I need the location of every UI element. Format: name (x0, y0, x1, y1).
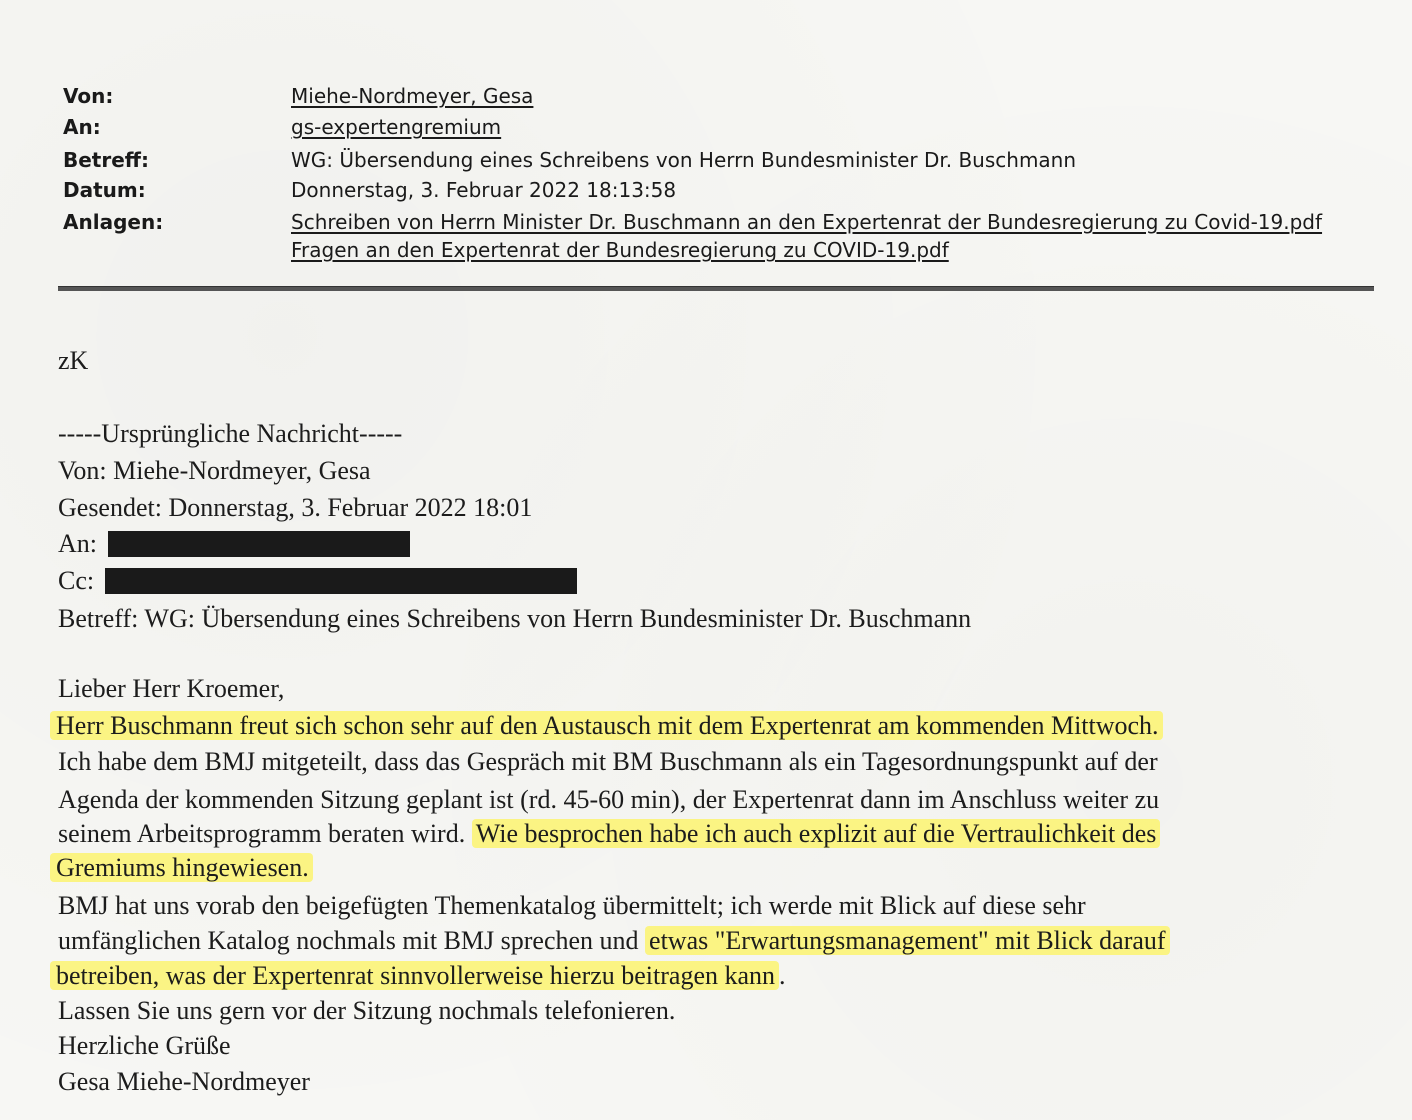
original-cc-label: Cc: (58, 566, 95, 595)
to-value[interactable]: gs-expertengremium (291, 115, 502, 139)
redacted-recipient (108, 531, 410, 557)
highlight-line-1: Herr Buschmann freut sich schon sehr auf den Austausch mit dem Expertenrat am kommenden Mittwoch. (50, 711, 1163, 740)
highlight-line-5: Gremiums hingewiesen. (50, 853, 313, 882)
body-line-2: Ich habe dem BMJ mitgeteilt, dass das Gespräch mit BM Buschmann als ein Tagesordnungspunkt auf der (58, 747, 1158, 776)
original-subject: Betreff: WG: Übersendung eines Schreibens von Herrn Bundesminister Dr. Buschmann (58, 604, 972, 633)
closing: Herzliche Grüße (58, 1031, 231, 1060)
header-divider (58, 286, 1374, 291)
attachments-label: Anlagen: (63, 210, 164, 234)
body-line-9: Lassen Sie uns gern vor der Sitzung nochmals telefonieren. (58, 996, 676, 1025)
date-value: Donnerstag, 3. Februar 2022 18:13:58 (291, 178, 677, 202)
body-line-7-plain: umfänglichen Katalog nochmals mit BMJ sprechen und (58, 926, 646, 955)
subject-value: WG: Übersendung eines Schreibens von Herrn Bundesminister Dr. Buschmann (291, 148, 1077, 172)
attachment-link-2[interactable]: Fragen an den Expertenrat der Bundesregierung zu COVID-19.pdf (291, 238, 949, 262)
body-line-4 (58, 818, 1160, 850)
date-label: Datum: (63, 178, 146, 202)
body-line-7 (58, 925, 1170, 957)
highlight-line-4: Wie besprochen habe ich auch explizit auf die Vertraulichkeit des (472, 819, 1161, 848)
body-line-1 (58, 710, 1163, 742)
original-from: Von: Miehe-Nordmeyer, Gesa (58, 456, 371, 485)
original-sent: Gesendet: Donnerstag, 3. Februar 2022 18:01 (58, 493, 533, 522)
to-label: An: (63, 115, 101, 139)
signature: Gesa Miehe-Nordmeyer (58, 1067, 310, 1096)
original-message-marker: -----Ursprüngliche Nachricht----- (58, 419, 403, 448)
highlight-line-7: etwas "Erwartungsmanagement" mit Blick darauf (645, 926, 1170, 955)
body-line-6: BMJ hat uns vorab den beigefügten Themenkatalog übermittelt; ich werde mit Blick auf diese sehr (58, 891, 1086, 920)
intro-text: zK (58, 346, 89, 375)
original-cc-row (58, 565, 577, 597)
from-value[interactable]: Miehe-Nordmeyer, Gesa (291, 84, 534, 108)
body-line-8 (58, 960, 786, 992)
body-line-4-plain: seinem Arbeitsprogramm beraten wird. (58, 819, 472, 848)
original-to-label: An: (58, 529, 97, 558)
body-line-3: Agenda der kommenden Sitzung geplant ist (rd. 45-60 min), der Expertenrat dann im Anschluss weiter zu (58, 785, 1160, 814)
salutation: Lieber Herr Kroemer, (58, 674, 285, 703)
redacted-cc (105, 568, 577, 594)
subject-label: Betreff: (63, 148, 149, 172)
highlight-line-8: betreiben, was der Expertenrat sinnvollerweise hierzu beitragen kann (50, 961, 779, 990)
attachment-link-1[interactable]: Schreiben von Herrn Minister Dr. Buschmann an den Expertenrat der Bundesregierung zu Covid-19.pdf (291, 210, 1323, 234)
from-label: Von: (63, 84, 114, 108)
body-line-5 (58, 852, 313, 884)
body-line-8-end: . (779, 961, 786, 990)
original-to-row (58, 528, 410, 560)
